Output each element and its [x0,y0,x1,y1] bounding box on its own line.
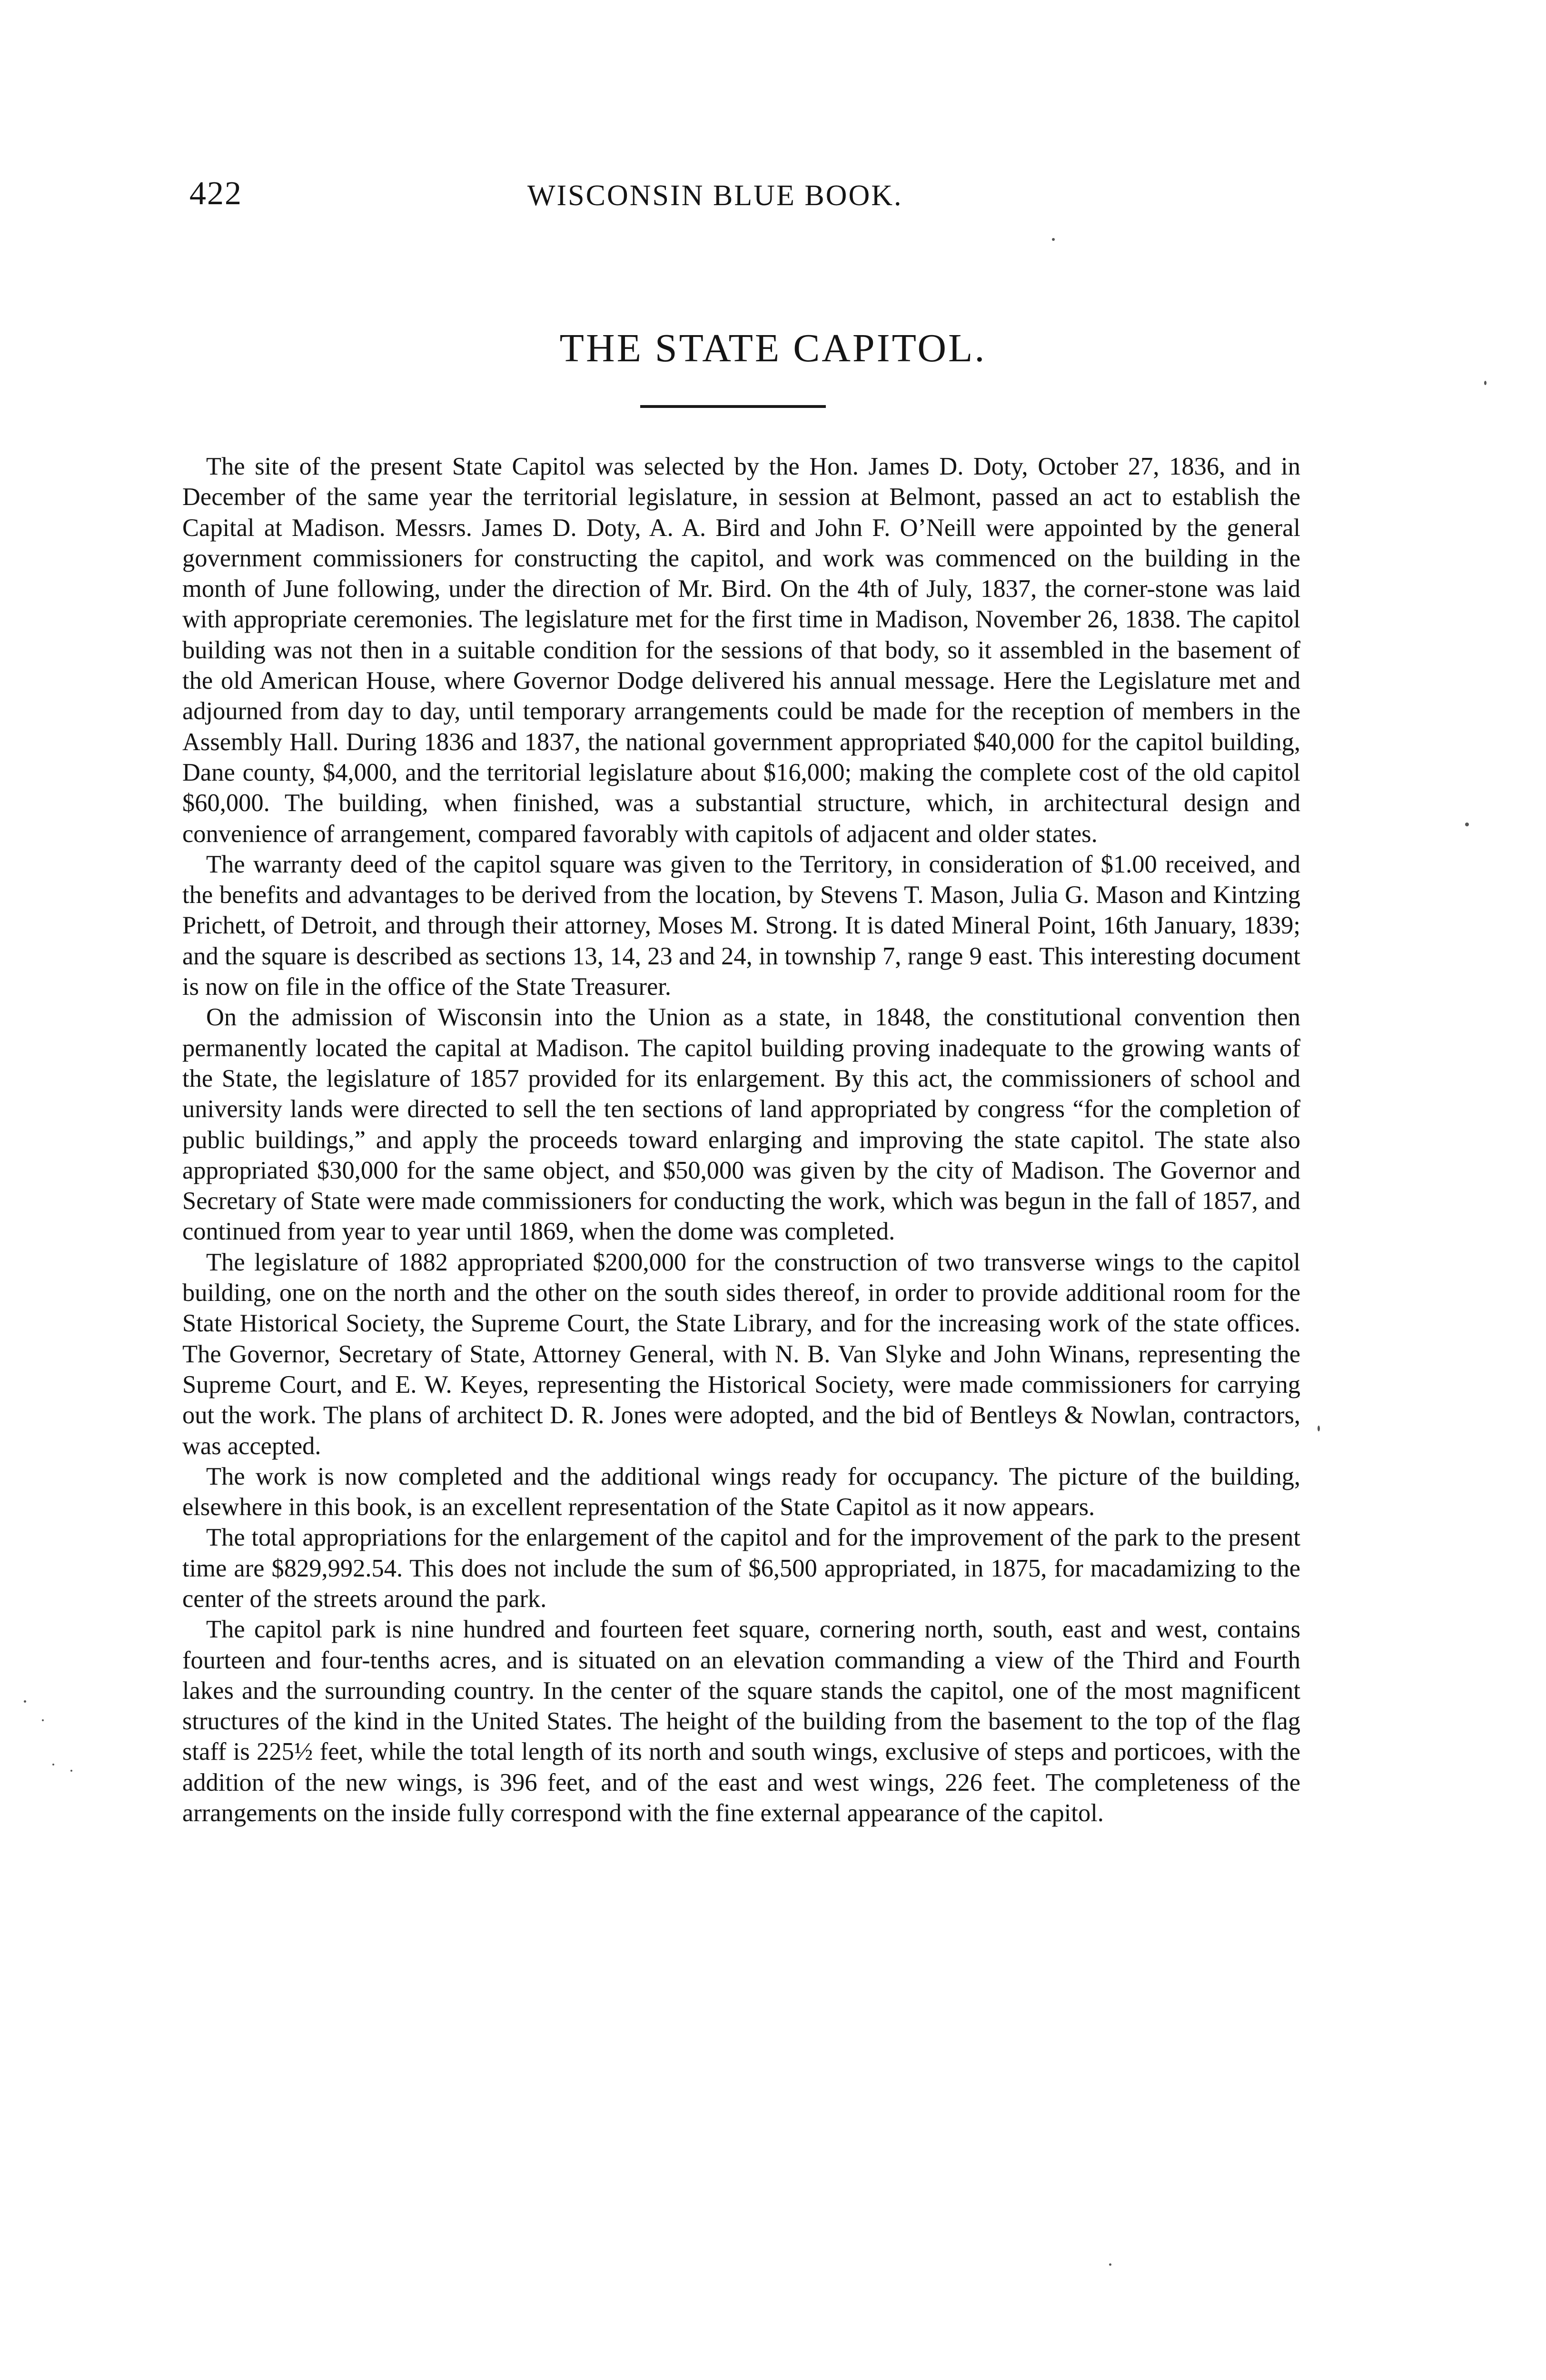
paragraph: On the admission of Wisconsin into the Union as a state, in 1848, the constitutional convention then permanently located the capital at Madison. The capitol building proving inadequate to the growing wants of the State, the legislature of 1857 provided for its enlargement. By this act, the commissioners of school and university lands were directed to sell the ten sections of land appropriated by congress “for the completion of public buildings,” and apply the proceeds toward enlarging and improving the state capitol. The state also appropriated $30,000 for the same object, and $50,000 was given by the city of Madison. The Governor and Secretary of State were made commissioners for conducting the work, which was begun in the fall of 1857, and continued from year to year until 1869, when the dome was completed. [182,1003,1300,1246]
page-number: 422 [189,175,242,212]
paragraph: The legislature of 1882 appropriated $200,000 for the construction of two transverse wings to the capitol building, one on the north and the other on the south sides thereof, in order to provide additional room for the State Historical Society, the Supreme Court, the State Library, and for the increasing work of the state offices. The Governor, Secretary of State, Attorney General, with N. B. Van Slyke and John Winans, representing the Supreme Court, and E. W. Keyes, representing the Historical Society, were made commissioners for carrying out the work. The plans of architect D. R. Jones were adopted, and the bid of Bentleys & Nowlan, contractors, was accepted. [182,1248,1300,1460]
article-title: THE STATE CAPITOL. [559,326,987,370]
running-head: WISCONSIN BLUE BOOK. [527,179,903,212]
speck [42,1719,44,1721]
speck [70,1770,72,1772]
paragraph: The capitol park is nine hundred and fourteen feet square, cornering north, south, east and west, contains fourteen and four-tenths acres, and is situated on an elevation commanding a view of the Third and Fourth lakes and the surrounding country. In the center of the square stands the capitol, one of the most magnificent structures of the kind in the United States. The height of the building from the basement to the top of the flag staff is 225½ feet, while the total length of its north and south wings, exclusive of steps and porticoes, with the addition of the new wings, is 396 feet, and of the east and west wings, 226 feet. The completeness of the arrangements on the inside fully correspond with the fine external appearance of the capitol. [182,1616,1300,1827]
speck [1484,381,1487,385]
speck [1109,2263,1111,2266]
speck [24,1700,26,1703]
speck [1318,1426,1320,1431]
speck [52,1764,54,1765]
speck [1052,238,1055,241]
article-body [182,451,1300,1828]
speck [1465,823,1469,826]
paragraph: The work is now completed and the additional wings ready for occupancy. The picture of the building, elsewhere in this book, is an excellent representation of the State Capitol as it now appears. [182,1462,1300,1521]
paragraph: The total appropriations for the enlargement of the capitol and for the improvement of the park to the present time are $829,992.54. This does not include the sum of $6,500 appropriated, in 1875, for macadamizing to the center of the streets around the park. [182,1524,1300,1613]
title-rule [640,405,826,408]
paragraph: The warranty deed of the capitol square was given to the Territory, in consideration of $1.00 received, and the benefits and advantages to be derived from the location, by Stevens T. Mason, Julia G. Mason and Kintzing Prichett, of Detroit, and through their attorney, Moses M. Strong. It is dated Mineral Point, 16th January, 1839; and the square is described as sections 13, 14, 23 and 24, in township 7, range 9 east. This interesting document is now on file in the office of the State Treasurer. [182,850,1300,1001]
paragraph: The site of the present State Capitol was selected by the Hon. James D. Doty, October 27, 1836, and in December of the same year the territorial legislature, in session at Belmont, passed an act to establish the Capital at Madison. Messrs. James D. Doty, A. A. Bird and John F. O’Neill were appointed by the general government commissioners for constructing the capitol, and work was commenced on the building in the month of June following, under the direction of Mr. Bird. On the 4th of July, 1837, the corner-stone was laid with appropriate ceremonies. The legislature met for the first time in Madison, November 26, 1838. The capitol building was not then in a suitable condition for the sessions of that body, so it assembled in the basement of the old American House, where Governor Dodge delivered his annual message. Here the Legislature met and adjourned from day to day, until temporary arrangements could be made for the reception of members in the Assembly Hall. During 1836 and 1837, the national government appropriated $40,000 for the capitol building, Dane county, $4,000, and the territorial legislature about $16,000; making the complete cost of the old capitol $60,000. The building, when finished, was a substantial structure, which, in architectural design and convenience of arrangement, compared favorably with capitols of adjacent and older states. [182,453,1300,848]
